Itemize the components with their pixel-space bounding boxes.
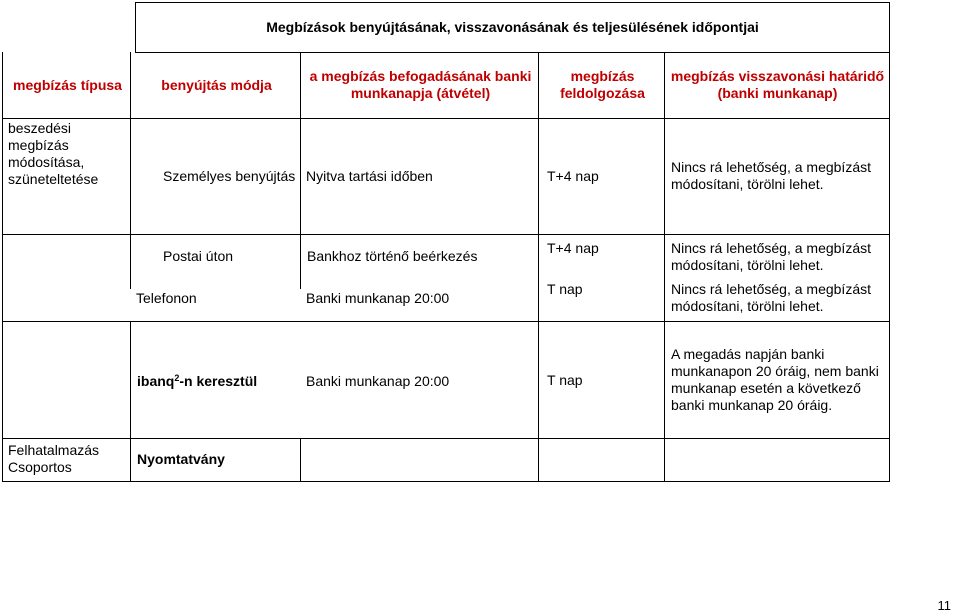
row3-acceptance: Banki munkanap 20:00 bbox=[306, 290, 450, 306]
row1-mode: Személyes benyújtás bbox=[130, 118, 301, 235]
row2-processing: T+4 nap bbox=[538, 234, 665, 289]
row4-acceptance: Banki munkanap 20:00 bbox=[300, 321, 539, 439]
row4-mode bbox=[130, 321, 301, 439]
row5-mode: Nyomtatvány bbox=[130, 438, 301, 482]
row2-revocation: Nincs rá lehetőség, a megbízást módosítani, törölni lehet. bbox=[664, 234, 890, 289]
row1-revocation: Nincs rá lehetőség, a megbízást módosítani, törölni lehet. bbox=[664, 118, 890, 235]
row4-processing: T nap bbox=[538, 321, 665, 439]
header-acceptance: a megbízás befogadásának banki munkanapja (átvétel) bbox=[300, 52, 539, 119]
row5-revocation-blank bbox=[664, 438, 890, 482]
table-title: Megbízások benyújtásának, visszavonásának és teljesülésének időpontjai bbox=[135, 2, 890, 53]
row1-type: beszedési megbízás módosítása, szüneteltetése bbox=[2, 118, 131, 235]
row3-mode: Telefonon bbox=[136, 290, 197, 306]
header-type: megbízás típusa bbox=[2, 52, 131, 119]
row5-type: Felhatalmazás Csoportos bbox=[2, 438, 131, 482]
row2-mode: Postai úton bbox=[130, 234, 301, 289]
row4-mode-suffix: -n keresztül bbox=[179, 372, 258, 389]
row4-type-blank bbox=[2, 321, 131, 439]
row1-acceptance: Nyitva tartási időben bbox=[300, 118, 539, 235]
row3-revocation: Nincs rá lehetőség, a megbízást módosítani, törölni lehet. bbox=[664, 281, 890, 322]
page-number: 11 bbox=[937, 598, 951, 613]
row4-mode-prefix: ibanq bbox=[137, 372, 175, 389]
row1-processing: T+4 nap bbox=[538, 118, 665, 235]
row3-processing: T nap bbox=[538, 281, 665, 322]
header-submission-mode: benyújtás módja bbox=[130, 52, 301, 119]
row2-acceptance: Bankhoz történő beérkezés bbox=[300, 234, 539, 289]
row5-processing-blank bbox=[538, 438, 665, 482]
row2-type-blank bbox=[2, 234, 131, 322]
row5-acceptance-blank bbox=[300, 438, 539, 482]
header-revocation: megbízás visszavonási határidő (banki munkanap) bbox=[664, 52, 890, 119]
row4-mode-footnote: 2 bbox=[174, 372, 180, 383]
row4-revocation: A megadás napján banki munkanapon 20 óráig, nem banki munkanap esetén a következő banki munkanap 20 óráig. bbox=[664, 321, 890, 439]
header-processing: megbízás feldolgozása bbox=[538, 52, 665, 119]
